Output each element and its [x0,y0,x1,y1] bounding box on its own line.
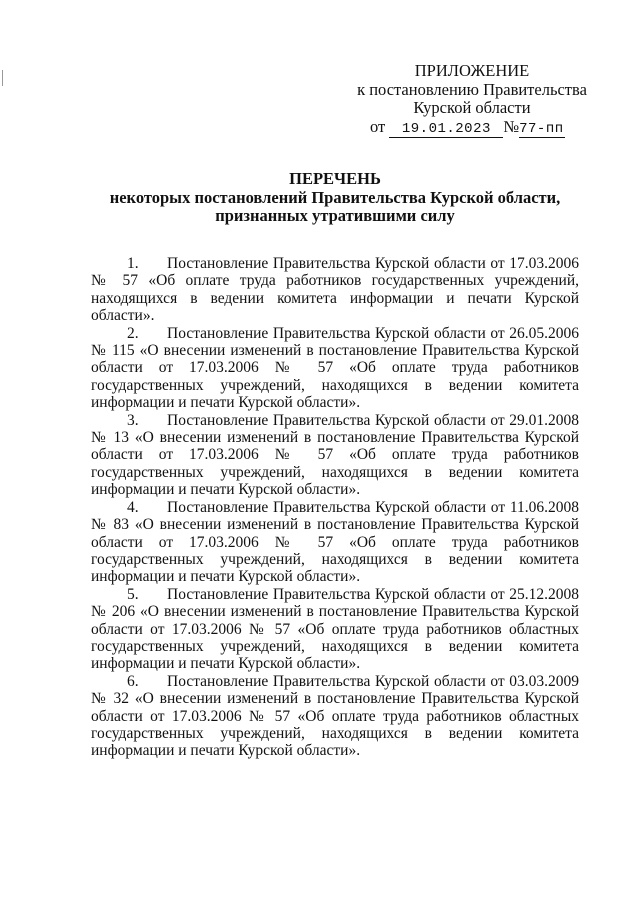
resolution-list [91,255,579,760]
list-item [91,499,579,586]
list-item [91,673,579,760]
heading-subtitle-line1: некоторых постановлений Правительства Курской области, [109,187,561,207]
number-prefix: № [503,116,520,136]
list-heading [70,170,600,226]
appendix-date-line [352,118,592,138]
item-number: 1. [127,255,139,272]
list-item [91,325,579,412]
list-item [91,586,579,673]
item-number: 4. [127,498,139,516]
scan-edge-mark [2,70,3,86]
appendix-title: ПРИЛОЖЕНИЕ [414,61,530,80]
resolution-number: 77-пп [519,120,564,137]
item-text: Постановление Правительства Курской области от 11.06.2008 № 83 «О внесении изменений в постановление Правительства Курской области от 17.03.2006 № 57 «Об оплате труда работников государственных учреждений, находящихся в ведении комитета информации и печати Курской области». [91,498,579,586]
item-number: 3. [127,411,139,429]
item-number: 2. [127,324,139,342]
appendix-block [352,62,592,138]
list-item [91,412,579,499]
item-text: Постановление Правительства Курской области от 26.05.2006 № 115 «О внесении изменений в постановление Правительства Курской области от 17.03.2006 № 57 «Об оплате труда работников государственных учреждений, находящихся в ведении комитета информации и печати Курской области». [91,324,579,412]
date-prefix: от [370,116,386,136]
item-number: 6. [127,672,139,690]
item-text: Постановление Правительства Курской области от 25.12.2008 № 206 «О внесении изменений в постановление Правительства Курской области от 17.03.2006 № 57 «Об оплате труда работников областных государственных учреждений, находящихся в ведении комитета информации и печати Курской области». [91,585,579,673]
appendix-line-resolution: к постановлению Правительства [357,79,587,99]
item-text: Постановление Правительства Курской области от 03.03.2009 № 32 «О внесении изменений в постановление Правительства Курской области от 17.03.2006 № 57 «Об оплате труда работников областных государственных учреждений, находящихся в ведении комитета информации и печати Курской области». [91,672,579,760]
item-text: Постановление Правительства Курской области от 17.03.2006 № 57 «Об оплате труда работников государственных учреждений, находящихся в ведении комитета информации и печати Курской области». [91,255,579,325]
item-number: 5. [127,585,139,603]
heading-subtitle-line2: признанных утратившими силу [215,206,455,225]
list-item [91,255,579,325]
heading-title: ПЕРЕЧЕНЬ [289,169,381,188]
resolution-date: 19.01.2023 [389,122,503,138]
item-text: Постановление Правительства Курской области от 29.01.2008 № 13 «О внесении изменений в постановление Правительства Курской области от 17.03.2006 № 57 «Об оплате труда работников государственных учреждений, находящихся в ведении комитета информации и печати Курской области». [91,411,579,499]
appendix-line-region: Курской области [413,98,531,117]
